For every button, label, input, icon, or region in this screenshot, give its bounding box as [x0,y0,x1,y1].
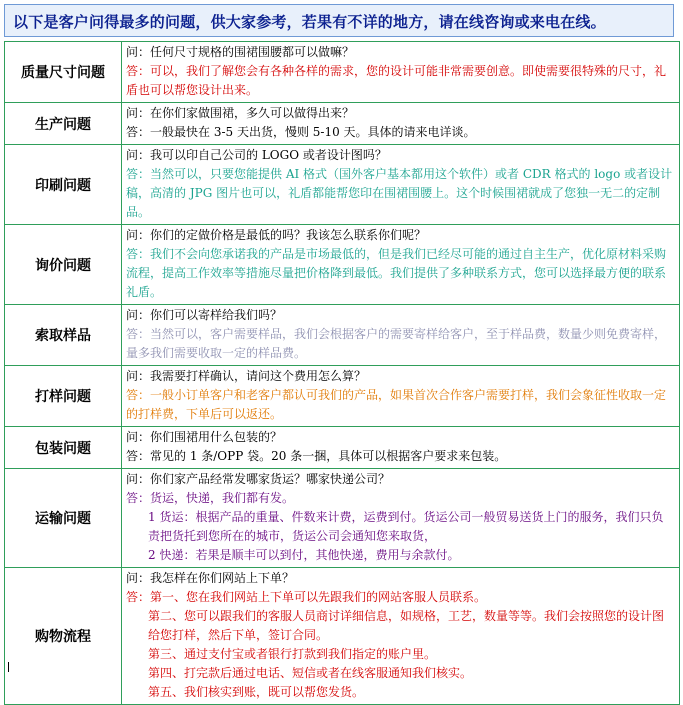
faq-row-ordering [5,568,680,705]
faq-body [122,225,680,305]
answer-text: 1 货运：根据产品的重量、件数来计费，运费到付。货运公司一般贸易送货上门的服务，我们只负责把货托到您所在的城市，货运公司会通知您来取货， [148,510,664,543]
answer-text: 答：一般最快在 3-5 天出货，慢则 5-10 天。具体的请来电详谈。 [126,125,476,139]
answer-text: 答：一般小订单客户和老客户都认可我们的产品，如果首次合作客户需要打样，我们会象征性收取一定的打样费，下单后可以返还。 [126,388,667,421]
question-text: 问：你们围裙用什么包装的？ [126,430,283,444]
faq-row-shipping [5,469,680,568]
faq-body [122,568,680,705]
faq-row-quality [5,42,680,103]
answer-text: 答：可以，我们了解您会有各种各样的需求，您的设计可能非常需要创意。即使需要很特殊的尺寸，礼盾也可以帮您设计出来。 [126,64,667,97]
faq-row-proofing [5,366,680,427]
answer-text: 2 快递：若果是顺丰可以到付，其他快递，费用与余款付。 [148,548,460,562]
question-text: 问：你们家产品经常发哪家货运？哪家快递公司？ [126,472,391,486]
page-marker [8,662,9,672]
answer-text: 第五、我们核实到账，既可以帮您发货。 [148,685,365,699]
category-label: 打样问题 [5,366,122,427]
question-text: 问：任何尺寸规格的围裙围腰都可以做嘛？ [126,45,355,59]
answer-text: 答：当然可以，只要您能提供 AI 格式（国外客户基本都用这个软件）或者 CDR 格式的 logo 或者设计稿，高清的 JPG 图片也可以，礼盾都能帮您印在围裙围腰上。这个时候围裙就成了您独一无二的定制品。 [126,167,673,219]
answer-text: 第四、打完款后通过电话、短信或者在线客服通知我们核实。 [148,666,473,680]
faq-row-pricing [5,225,680,305]
category-label: 购物流程 [5,568,122,705]
answer-text: 答：当然可以，客户需要样品，我们会根据客户的需要寄样给客户，至于样品费，数量少则免费寄样，量多我们需要收取一定的样品费。 [126,327,667,360]
category-label: 包装问题 [5,427,122,469]
faq-body [122,42,680,103]
answer-text: 答：货运，快递，我们都有发。 [126,491,295,505]
faq-body [122,366,680,427]
answer-text: 答：我们不会向您承诺我的产品是市场最低的，但是我们已经尽可能的通过自主生产，优化原材料采购流程，提高工作效率等措施尽量把价格降到最低。我们提供了多种联系方式，您可以选择最方便的联系礼盾。 [126,247,667,299]
faq-header-bar [4,4,674,37]
question-text: 问：我需要打样确认，请问这个费用怎么算？ [126,369,367,383]
category-label: 索取样品 [5,305,122,366]
answer-text: 第二、您可以跟我们的客服人员商讨详细信息，如规格，工艺，数量等等。我们会按照您的设计图给您打样，然后下单，签订合同。 [148,609,665,642]
faq-row-packaging [5,427,680,469]
category-label: 询价问题 [5,225,122,305]
category-label: 生产问题 [5,103,122,145]
question-text: 问：你们的定做价格是最低的吗？我该怎么联系你们呢？ [126,228,427,242]
faq-header-title: 以下是客户问得最多的问题，供大家参考，若果有不详的地方，请在线咨询或来电在线。 [13,13,606,31]
faq-body [122,145,680,225]
faq-row-samples [5,305,680,366]
faq-table [4,41,680,705]
question-text: 问：在你们家做围裙，多久可以做得出来？ [126,106,355,120]
category-label: 运输问题 [5,469,122,568]
category-label: 质量尺寸问题 [5,42,122,103]
faq-body [122,427,680,469]
question-text: 问：我可以印自己公司的 LOGO 或者设计图吗？ [126,148,387,162]
answer-text: 第三、通过支付宝或者银行打款到我们指定的账户里。 [148,647,437,661]
faq-body [122,469,680,568]
question-text: 问：我怎样在你们网站上下单？ [126,571,295,585]
answer-text: 答：常见的 1 条/OPP 袋。20 条一捆，具体可以根据客户要求来包装。 [126,449,507,463]
answer-text: 答：第一、您在我们网站上下单可以先跟我们的网站客服人员联系。 [126,590,487,604]
faq-body [122,305,680,366]
category-label: 印刷问题 [5,145,122,225]
faq-row-production [5,103,680,145]
faq-row-printing [5,145,680,225]
faq-body [122,103,680,145]
question-text: 问：你们可以寄样给我们吗？ [126,308,283,322]
